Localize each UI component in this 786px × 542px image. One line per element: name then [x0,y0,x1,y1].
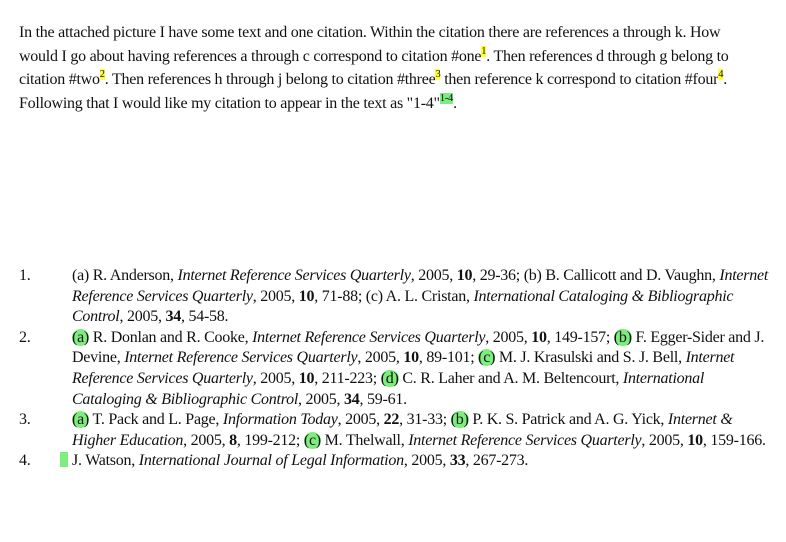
sub-label-highlight: (a) [72,328,90,346]
reference-item-2 [19,328,769,410]
journal-title: Internet Reference Services Quarterly [177,267,411,284]
citation-four: 4 [718,69,724,80]
paragraph-text: . Then references d through g belong to citation #two [19,47,729,88]
volume: 34 [344,390,360,408]
ref-text: , 2005, [641,431,688,449]
ref-text: C. R. Laher and A. M. Beltencourt, [398,369,623,387]
sub-label-highlight: (b) [613,328,632,346]
ref-text: , 2005, [252,287,299,305]
journal-title: Internet & Higher Education [72,411,733,449]
paragraph-text: . Following that I would like my citation to appear in the text as "1-4" [19,71,727,112]
journal-title: Internet Reference Services Quarterly [72,349,735,387]
volume: 33 [449,452,466,470]
volume: 22 [383,411,400,429]
journal-title: Internet Reference Services Quarterly [252,328,486,346]
journal-title: International Journal of Legal Information [138,452,404,470]
journal-title: Internet Reference Services Quarterly [408,431,642,449]
journal-title: Internet Reference Services Quarterly [72,267,769,305]
journal-title: Internet Reference Services Quarterly [124,349,358,367]
ref-text: , 31-33; [399,411,451,429]
ref-text: , 2005, [298,390,345,408]
ref-text: , 2005, [119,308,166,326]
reference-body [72,451,769,472]
ref-text: T. Pack and L. Page, [89,411,223,429]
citation-range: 1-4 [439,92,454,104]
reference-item-1 [19,266,769,328]
citation-two: 2 [99,69,105,80]
reference-body [72,266,769,328]
sub-label-highlight: (c) [303,431,321,449]
paragraph-text: . Then references h through j belong to citation #three [104,71,436,88]
reference-body [72,410,769,451]
ref-text: , 2005, [403,452,450,470]
reference-item-3 [19,410,769,451]
sub-label-highlight: (b) [450,411,469,429]
ref-text: , 159-166. [702,431,766,449]
ref-text: P. K. S. Patrick and A. G. Yick, [468,411,668,429]
ref-text: , 199-212; [236,431,304,449]
ref-text: , 149-157; [546,328,614,346]
reference-number: 3. [19,411,31,429]
ref-text: , 2005, [410,267,457,284]
ref-text: M. Thelwall, [320,431,409,449]
highlight-marker [60,452,68,467]
reference-list [19,266,769,472]
reference-number: 1. [19,267,31,284]
sub-label-highlight: (c) [478,349,496,367]
journal-title: International Cataloging & Bibliographic Control [72,369,705,408]
volume: 10 [531,328,547,346]
citation-one: 1 [481,45,487,57]
volume: 8 [229,431,237,449]
sub-label-highlight: (a) [72,411,90,429]
reference-number: 2. [19,328,31,346]
reference-number: 4. [19,452,31,470]
journal-title: Information Today [222,411,338,429]
sub-label-highlight: (d) [380,369,399,387]
ref-text: , 71-88; (c) A. L. Cristan, [314,287,474,305]
journal-title: International Cataloging & Bibliographic Control [72,287,734,326]
paragraph-text: then reference k correspond to citation #four [440,71,719,88]
volume: 10 [403,349,419,367]
reference-item-4 [19,451,769,472]
volume: 10 [298,369,315,387]
volume: 10 [298,287,315,305]
paragraph-text: In the attached picture I have some text and one citation. Within the citation there are references a through k. How would I go about having references a through c correspond to citation #one [19,24,721,65]
ref-text: , 2005, [485,328,532,346]
volume: 34 [165,308,181,326]
ref-text: , 54-58. [180,308,229,326]
ref-text: , 267-273. [465,452,529,470]
ref-text: , 2005, [357,349,404,367]
ref-text: , 89-101; [418,349,479,367]
ref-text: , 29-36; (b) B. Callicott and D. Vaughn, [472,267,720,284]
citation-three: 3 [435,69,441,80]
ref-text: , 2005, [337,411,384,429]
ref-text: R. Donlan and R. Cooke, [89,328,253,346]
volume: 10 [456,267,473,284]
ref-text: , 2005, [252,369,299,387]
ref-text: J. Watson, [72,452,139,470]
ref-text: F. Egger-Sider and J. Devine, [72,328,765,367]
ref-text: M. J. Krasulski and S. J. Bell, [495,349,686,367]
ref-text: , 2005, [183,431,230,449]
ref-text: , 59-61. [359,390,407,408]
ref-text: , 211-223; [314,369,381,387]
paragraph-text: . [453,94,457,112]
ref-text: (a) R. Anderson, [72,267,178,284]
volume: 10 [687,431,703,449]
reference-body [72,328,769,410]
question-paragraph [19,21,759,115]
